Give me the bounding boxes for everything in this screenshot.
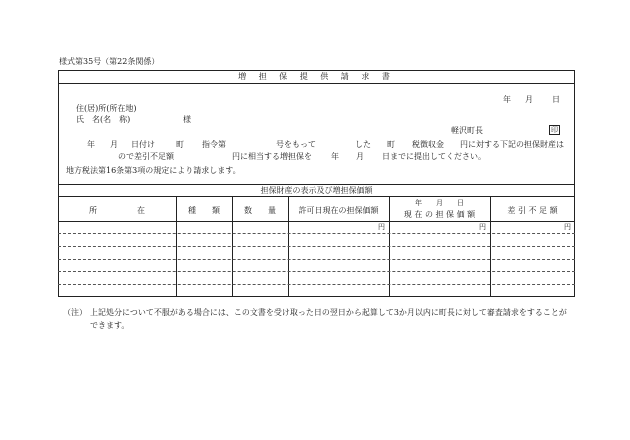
body-l2-shortage: ので差引不足額 <box>118 152 174 161</box>
unit-value-at-permit: 円 <box>378 223 385 231</box>
row-line-2 <box>58 246 575 247</box>
date-month-label: 月 <box>525 95 533 104</box>
row-line-1 <box>58 233 575 234</box>
form-title: 増 担 保 提 供 請 求 書 <box>238 72 395 81</box>
section-title: 担保財産の表示及び増担保価額 <box>260 186 373 195</box>
header-current-value: 現 在 の 担 保 価 額 <box>403 210 476 219</box>
header-quantity: 数 量 <box>244 206 276 215</box>
address-label: 住(居)所(所在地) <box>76 104 137 113</box>
header-shortage: 差 引 不 足 額 <box>507 206 558 215</box>
header-date: 年 月 日 <box>415 199 464 207</box>
body-l1-town2: 町 <box>387 140 395 149</box>
body-l1-order: 指令第 <box>202 140 226 149</box>
date-year-label: 年 <box>503 95 511 104</box>
note-label: （注） <box>63 308 87 317</box>
note-line-2: できます。 <box>90 321 130 330</box>
body-l1-year: 年 <box>87 140 95 149</box>
name-label: 氏 名(名 称) <box>76 115 131 124</box>
body-l1-against: 円に対する下記の担保財産は <box>460 140 564 149</box>
row-line-3 <box>58 259 575 260</box>
row-line-5 <box>58 284 575 285</box>
seal-mark: 印 <box>551 126 558 134</box>
body-l2-deadline: 日までに提出してください。 <box>382 152 486 161</box>
body-l1-month: 月 <box>110 140 118 149</box>
header-type: 種 類 <box>188 206 220 215</box>
section-divider-top <box>58 184 575 185</box>
section-divider-bottom <box>58 196 575 197</box>
body-l1-town: 町 <box>176 140 184 149</box>
body-l1-day: 日付け <box>131 140 155 149</box>
header-divider <box>58 221 575 222</box>
issuer-name: 軽沢町長 <box>451 126 483 135</box>
body-l2-equiv: 円に相当する増担保を <box>232 152 312 161</box>
note-line-1: 上記処分について不服がある場合には、この文書を受け取った日の翌日から起算して3か月以内に町長に対して審査請求をすることが <box>90 308 567 317</box>
body-l1-tax: 税徴収金 <box>412 140 444 149</box>
unit-shortage: 円 <box>564 223 571 231</box>
row-line-4 <box>58 271 575 272</box>
form-number: 様式第35号（第22条関係） <box>59 57 160 66</box>
date-day-label: 日 <box>552 95 560 104</box>
unit-current-value: 円 <box>479 223 486 231</box>
body-l2-year: 年 <box>331 152 339 161</box>
title-divider <box>58 83 575 84</box>
honorific: 様 <box>183 115 191 124</box>
body-l2-month: 月 <box>356 152 364 161</box>
body-l1-by: 号をもって <box>276 140 316 149</box>
header-value-at-permit: 許可日現在の担保価額 <box>298 206 379 215</box>
body-l1-did: した <box>355 140 371 149</box>
header-location: 所 在 <box>89 206 145 215</box>
body-l3-legal-basis: 地方税法第16条第3項の規定により請求します。 <box>66 166 241 175</box>
